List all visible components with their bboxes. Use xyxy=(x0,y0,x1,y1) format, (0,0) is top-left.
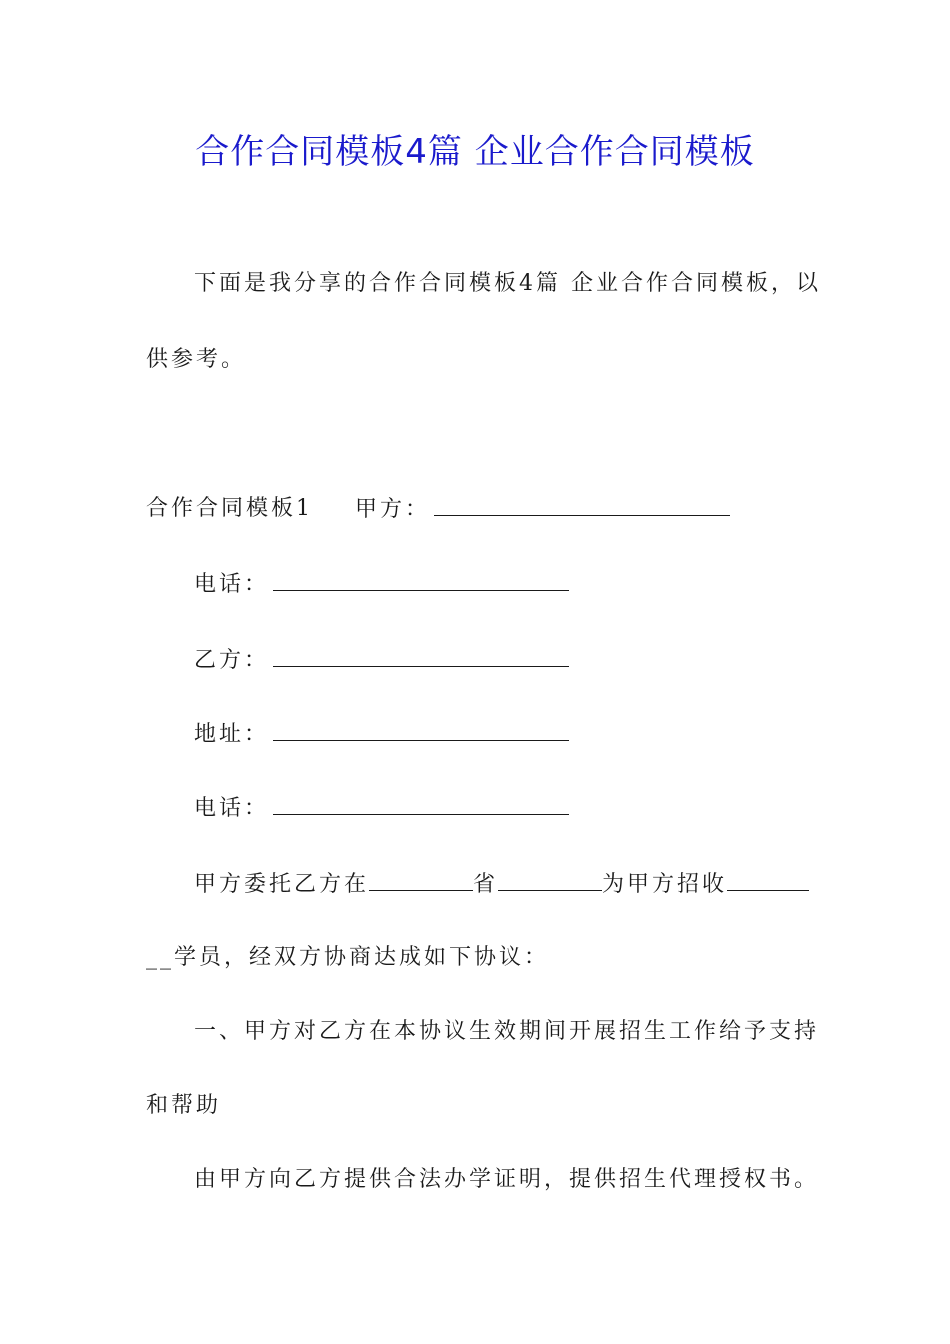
clause-line-1 xyxy=(194,864,809,905)
address-label: 地址： xyxy=(194,722,270,747)
phone-row-2 xyxy=(194,788,569,829)
party-a-label: 甲方： xyxy=(355,497,431,522)
address-blank[interactable] xyxy=(273,714,569,741)
party-b-row xyxy=(194,640,569,681)
location-blank[interactable] xyxy=(498,864,602,891)
student-count-blank[interactable] xyxy=(727,864,809,891)
item1-detail: 由甲方向乙方提供合法办学证明，提供招生代理授权书。 xyxy=(194,1167,820,1192)
phone-label: 电话： xyxy=(194,572,270,597)
item1-line-1: 一、甲方对乙方在本协议生效期间开展招生工作给予支持 xyxy=(194,1019,820,1044)
phone-row-1 xyxy=(194,564,569,605)
party-a-row xyxy=(355,489,730,530)
phone-blank[interactable] xyxy=(273,788,569,815)
clause-blank-continuation: __ xyxy=(146,945,174,970)
intro-line-2: 供参考。 xyxy=(146,347,247,372)
clause-text-part1: 甲方委托乙方在 xyxy=(194,872,370,897)
party-b-label: 乙方： xyxy=(194,648,270,673)
province-blank[interactable] xyxy=(369,864,473,891)
phone-label: 电话： xyxy=(194,796,270,821)
section-heading: 合作合同模板1 xyxy=(146,496,313,521)
item1-line-2: 和帮助 xyxy=(146,1093,222,1118)
clause-text-line2: 学员，经双方协商达成如下协议： xyxy=(174,945,550,970)
clause-text-part2: 省 xyxy=(473,872,499,897)
party-b-blank[interactable] xyxy=(273,640,569,667)
clause-line-2 xyxy=(146,938,549,978)
phone-blank[interactable] xyxy=(273,564,569,591)
address-row xyxy=(194,714,569,755)
party-a-blank[interactable] xyxy=(434,489,730,516)
document-title: 合作合同模板4篇 企业合作合同模板 xyxy=(195,132,755,172)
clause-text-part3: 为甲方招收 xyxy=(602,872,728,897)
intro-line-1: 下面是我分享的合作合同模板4篇 企业合作合同模板，以 xyxy=(194,271,821,296)
